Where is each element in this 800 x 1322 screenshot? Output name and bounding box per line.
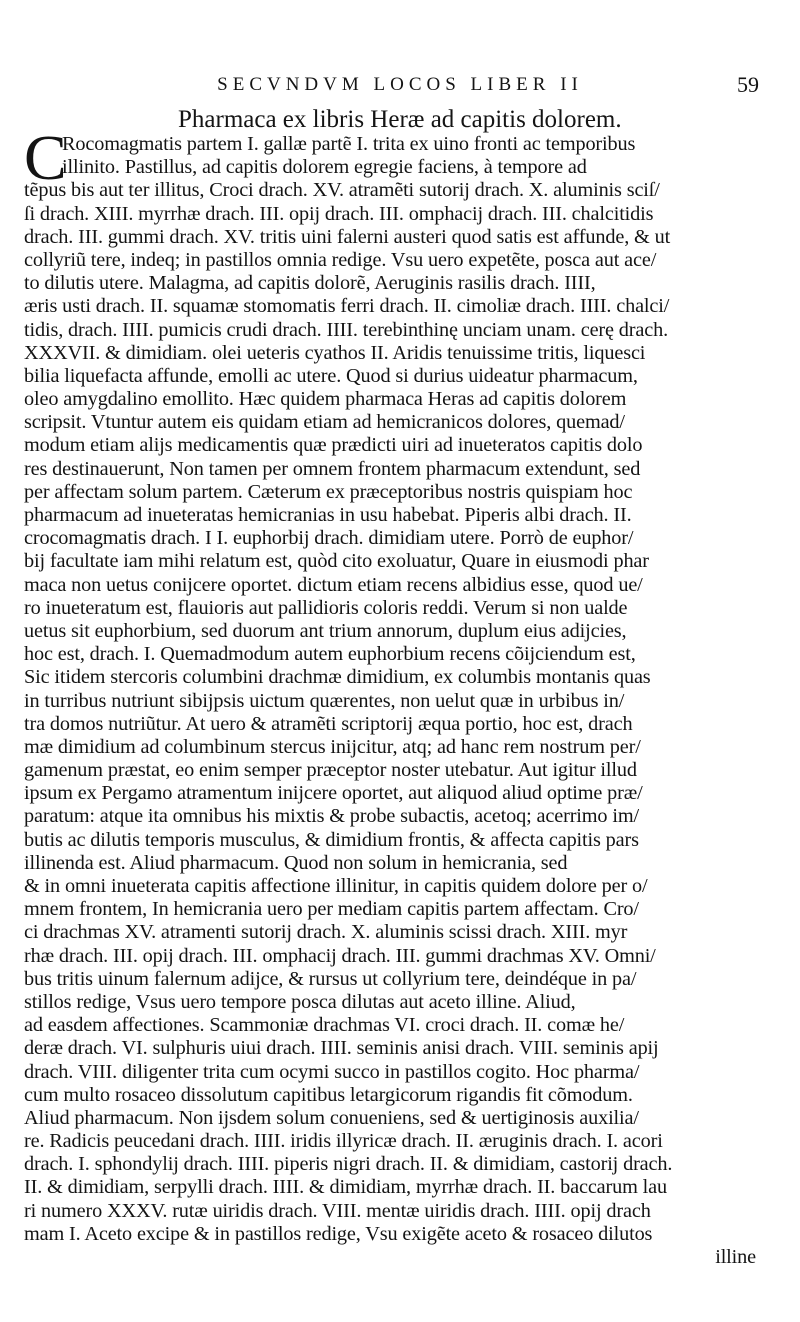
text-line: illinito. Pastillus, ad capitis dolorem egregie faciens, à tempore ad — [62, 156, 587, 179]
text-line: crocomagmatis drach. I I. euphorbij drach. dimidiam utere. Porrò de euphor/ — [24, 527, 634, 550]
text-line: ro inueteratum est, flauioris aut pallidioris coloris reddi. Verum si non ualde — [24, 596, 628, 619]
text-line: drach. VIII. diligenter trita cum ocymi succo in pastillos cogito. Hoc pharma/ — [24, 1060, 640, 1083]
text-line: illine — [715, 1246, 756, 1268]
text-line: ci drachmas XV. atramenti sutorij drach. X. aluminis scissi drach. XIII. myr — [24, 921, 628, 944]
text-line: per affectam solum partem. Cæterum ex præceptoribus nostris quispiam hoc — [24, 480, 633, 503]
text-line: mnem frontem, In hemicrania uero per mediam capitis partem affectam. Cro/ — [24, 898, 639, 921]
text-line: bilia liquefacta affunde, emolli ac utere. Quod si durius uideatur pharmacum, — [24, 364, 638, 387]
text-line: Sic itidem stercoris columbini drachmæ dimidium, ex columbis montanis quas — [24, 666, 651, 689]
drop-cap: C — [24, 122, 67, 193]
text-line: paratum: atque ita omnibus his mixtis & probe subactis, acetoq; acerrimo im/ — [24, 805, 639, 828]
text-line: tidis, drach. IIII. pumicis crudi drach. IIII. terebinthinę unciam unam. cerę drach. — [24, 318, 669, 341]
text-line: ad easdem affectiones. Scammoniæ drachmas VI. croci drach. II. comæ he/ — [24, 1014, 625, 1037]
text-line: maca non uetus conijcere oportet. dictum etiam recens albidius esse, quod ue/ — [24, 573, 643, 596]
text-line: tra domos nutriũtur. At uero & atramẽti scriptorij æqua portio, hoc est, drach — [24, 712, 633, 735]
text-line: butis ac dilutis temporis musculus, & dimidium frontis, & affecta capitis pars — [24, 828, 639, 851]
text-line: drach. I. sphondylij drach. IIII. piperis nigri drach. II. & dimidiam, castorij drach. — [24, 1153, 673, 1176]
text-line: æris usti drach. II. squamæ stomomatis ferri drach. II. cimoliæ drach. IIII. chalci/ — [24, 295, 670, 318]
running-header: SECVNDVM LOCOS LIBER II — [217, 74, 583, 95]
text-line: Rocomagmatis partem I. gallæ partẽ I. trita ex uino fronti ac temporibus — [62, 133, 636, 155]
text-line: drach. III. gummi drach. XV. tritis uini falerni austeri quod satis est affunde, & ut — [24, 225, 671, 248]
text-line: II. & dimidiam, serpylli drach. IIII. & dimidiam, myrrhæ drach. II. baccarum lau — [24, 1176, 667, 1199]
text-line: cum multo rosaceo dissolutum capitibus letargicorum rigandis fit cõmodum. — [24, 1083, 633, 1106]
text-line: XXXVII. & dimidiam. olei ueteris cyathos II. Aridis tenuissime tritis, liquesci — [24, 341, 646, 364]
text-line: scripsit. Vtuntur autem eis quidam etiam ad hemicranicos dolores, quemad/ — [24, 411, 625, 434]
body-text — [24, 133, 772, 1269]
text-line: tẽpus bis aut ter illitus, Croci drach. XV. atramẽti sutorij drach. X. aluminis sciſ/ — [24, 179, 660, 202]
text-line: uetus sit euphorbium, sed duorum ant trium annorum, duplum eius adijcies, — [24, 619, 627, 642]
page-number: 59 — [737, 72, 759, 97]
text-line: in turribus nutriunt sibijpsis uictum quærentes, non uelut quæ in urbibus in/ — [24, 689, 625, 712]
text-line: Aliud pharmacum. Non ijsdem solum conueniens, sed & uertiginosis auxilia/ — [24, 1106, 639, 1129]
text-line: pharmacum ad inueteratas hemicranias in usu habebat. Piperis albi drach. II. — [24, 504, 632, 526]
text-line: deræ drach. VI. sulphuris uiui drach. IIII. seminis anisi drach. VIII. seminis apij — [24, 1037, 659, 1060]
text-line: collyriũ tere, indeq; in pastillos omnia redige. Vsu uero expetẽte, posca aut ace/ — [24, 248, 657, 271]
text-line: bij facultate iam mihi relatum est, quòd cito exoluatur, Quare in eiusmodi phar — [24, 550, 649, 573]
text-line: modum etiam alijs medicamentis quæ prædicti uiri ad inueteratos capitis dolo — [24, 434, 643, 457]
text-line: to dilutis utere. Malagma, ad capitis dolorẽ, Aeruginis rasilis drach. IIII, — [24, 272, 596, 295]
text-line: mam I. Aceto excipe & in pastillos redige, Vsu exigẽte aceto & rosaceo dilutos — [24, 1222, 653, 1245]
text-line: hoc est, drach. I. Quemadmodum autem euphorbium recens cõijciendum est, — [24, 643, 636, 666]
text-line: ri numero XXXV. rutæ uiridis drach. VIII. mentæ uiridis drach. IIII. opij drach — [24, 1199, 651, 1222]
text-line: & in omni inueterata capitis affectione illinitur, in capitis quidem dolore per o/ — [24, 875, 648, 897]
section-heading: Pharmaca ex libris Heræ ad capitis dolorem. — [178, 106, 622, 133]
text-line: gamenum præstat, eo enim semper præceptor noster utebatur. Aut igitur illud — [24, 759, 637, 782]
text-line: illinenda est. Aliud pharmacum. Quod non solum in hemicrania, sed — [24, 851, 568, 874]
text-line: oleo amygdalino emollito. Hæc quidem pharmaca Heras ad capitis dolorem — [24, 388, 627, 411]
text-line: mæ dimidium ad columbinum stercus inijcitur, atq; ad hanc rem nostrum per/ — [24, 735, 641, 758]
text-line: re. Radicis peucedani drach. IIII. iridis illyricæ drach. II. æruginis drach. I. acori — [24, 1130, 663, 1153]
text-line: stillos redige, Vsus uero tempore posca dilutas aut aceto illine. Aliud, — [24, 990, 576, 1013]
text-line: bus tritis uinum falernum adijce, & rursus ut collyrium tere, deindéque in pa/ — [24, 967, 637, 990]
text-line: res destinauerunt, Non tamen per omnem frontem pharmacum extendunt, sed — [24, 457, 641, 480]
text-line: ſi drach. XIII. myrrhæ drach. III. opij drach. III. omphacij drach. III. chalcitidis — [24, 202, 654, 225]
text-line: ipsum ex Pergamo atramentum inijcere oportet, aut aliquod aliud optime præ/ — [24, 782, 643, 805]
text-line: rhæ drach. III. opij drach. III. omphacij drach. III. gummi drachmas XV. Omni/ — [24, 944, 656, 967]
